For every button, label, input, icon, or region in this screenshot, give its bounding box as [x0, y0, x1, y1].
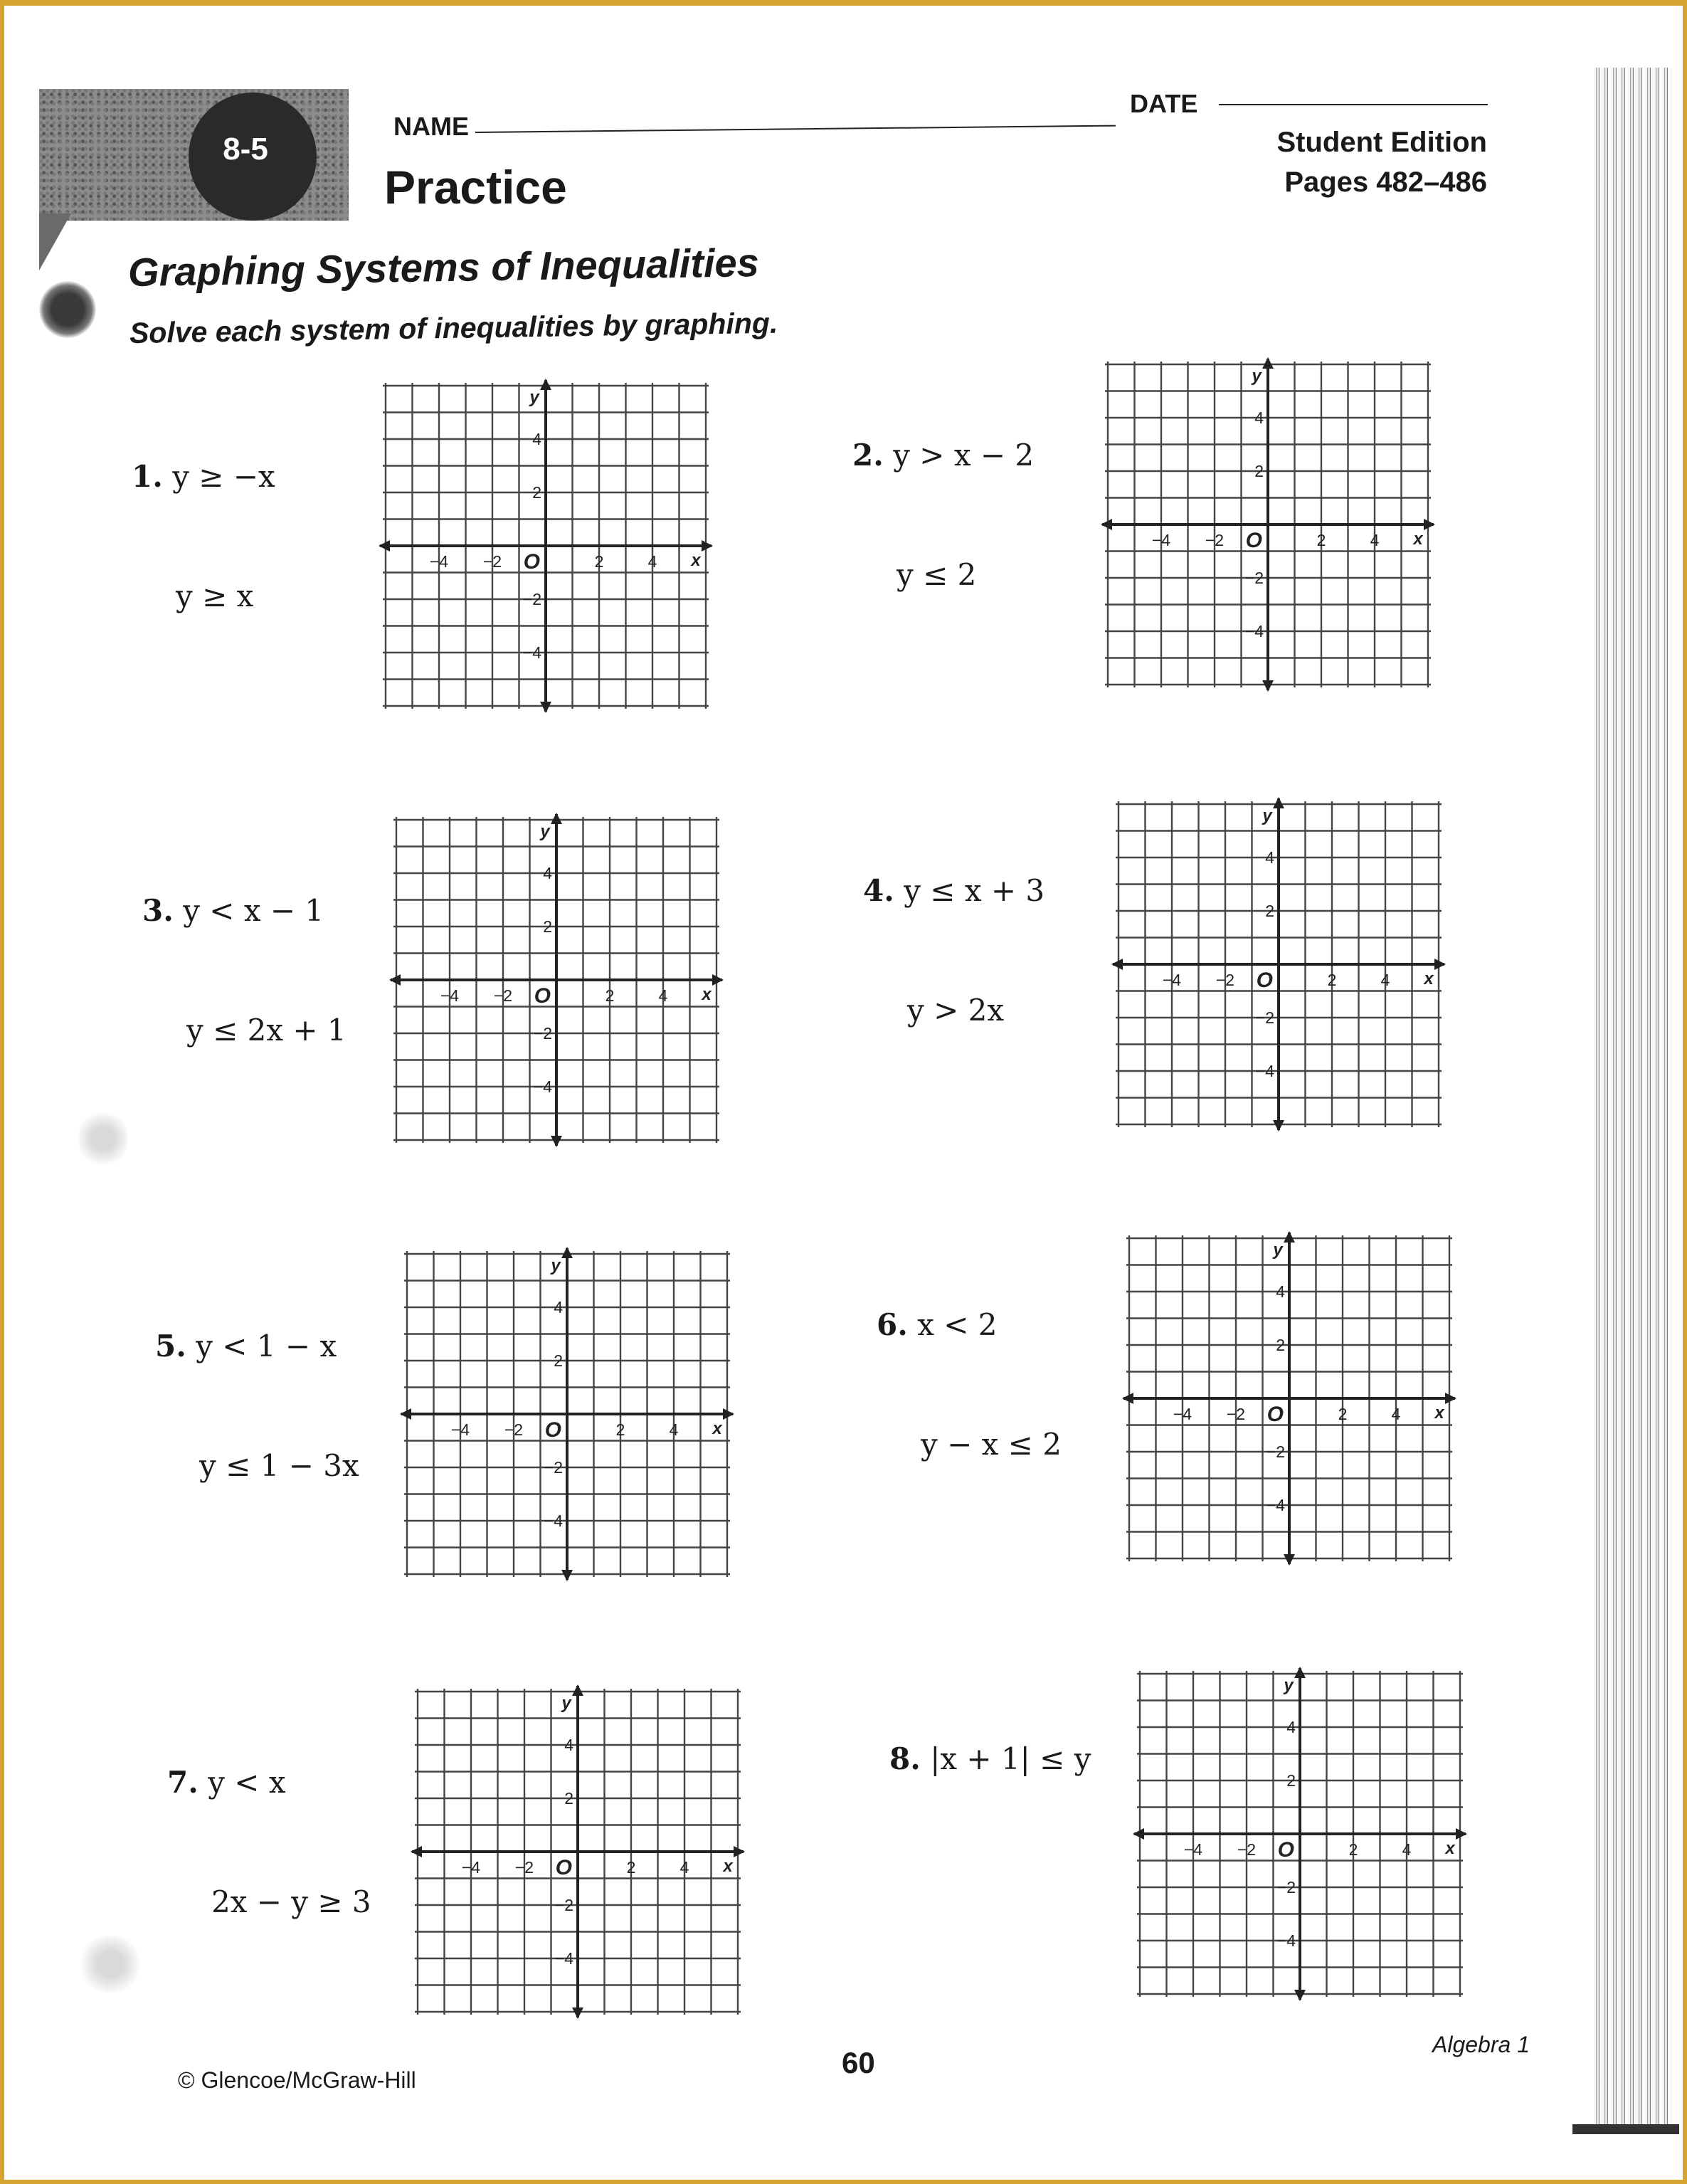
image-border-bottom	[0, 2180, 1687, 2184]
y-tick-label: 4	[543, 864, 552, 882]
y-tick-label: 4	[532, 430, 541, 448]
problem-6	[877, 1225, 1062, 1504]
x-tick-label: 4	[669, 1420, 679, 1439]
inequality-1: y ≤ x + 3	[904, 873, 1045, 908]
x-tick-label: −2	[482, 552, 502, 571]
inequality-1: y < 1 − x	[196, 1329, 337, 1363]
coordinate-grid-5[interactable]	[398, 1245, 736, 1583]
y-tick-label: 4	[554, 1298, 563, 1317]
y-tick-label: −2	[1244, 569, 1264, 587]
inequality-1: y ≥ −x	[172, 459, 275, 494]
y-axis-label: y	[1284, 1676, 1294, 1695]
section-title: Practice	[384, 161, 567, 213]
y-axis-label: y	[1262, 806, 1272, 825]
x-axis-arrow-right	[712, 974, 724, 986]
page-number: 60	[842, 2046, 875, 2079]
coordinate-grid-3[interactable]	[388, 811, 725, 1149]
x-axis-arrow-left	[1133, 1828, 1144, 1840]
scanned-page-shadow	[1572, 2124, 1679, 2134]
x-tick-label: 2	[605, 986, 615, 1005]
x-axis-arrow-left	[411, 1846, 422, 1857]
punch-hole-top	[39, 281, 96, 338]
x-tick-label: 2	[594, 552, 604, 571]
x-axis-arrow-right	[702, 540, 713, 552]
y-tick-label: 2	[1286, 1771, 1296, 1790]
inequality-2: y ≤ 2	[897, 557, 977, 592]
x-tick-label: −4	[450, 1420, 470, 1439]
y-axis-arrow-down	[1262, 680, 1274, 692]
lesson-title: Graphing Systems of Inequalities	[127, 240, 760, 295]
y-axis-label: y	[540, 822, 550, 841]
y-tick-label: 2	[564, 1789, 573, 1808]
x-axis-arrow-right	[1434, 959, 1446, 970]
x-tick-label: −2	[504, 1420, 524, 1439]
x-tick-label: −2	[1205, 531, 1225, 549]
x-tick-label: 4	[1370, 531, 1380, 549]
lesson-number-badge: 8-5	[223, 132, 268, 167]
x-tick-label: 4	[1380, 971, 1390, 989]
origin-label: O	[1266, 1403, 1284, 1426]
y-axis-arrow-up	[1284, 1231, 1295, 1243]
y-axis-arrow-up	[1294, 1667, 1306, 1678]
x-axis-label: x	[1413, 529, 1423, 549]
problem-number: 7.	[167, 1765, 199, 1800]
x-tick-label: 2	[1327, 971, 1337, 989]
y-axis-arrow-down	[572, 2008, 583, 2019]
y-tick-label: 4	[1286, 1718, 1296, 1736]
instructions: Solve each system of inequalities by graphing.	[129, 306, 778, 349]
y-axis-arrow-down	[1294, 1990, 1306, 2001]
inequality-2: y > 2x	[907, 993, 1005, 1028]
x-tick-label: 4	[679, 1858, 689, 1877]
problem-8	[889, 1660, 1091, 1819]
x-tick-label: 4	[658, 986, 668, 1005]
grid-svg	[409, 1683, 746, 2020]
x-tick-label: 2	[1316, 531, 1326, 549]
y-tick-label: −4	[533, 1077, 552, 1096]
y-axis-label: y	[1252, 366, 1262, 386]
y-axis-label: y	[561, 1694, 571, 1713]
inequality-1: x < 2	[917, 1307, 998, 1342]
x-tick-label: 4	[647, 552, 657, 571]
grid-svg	[1131, 1665, 1469, 2003]
x-axis-arrow-right	[1424, 519, 1435, 530]
x-axis-arrow-right	[734, 1846, 745, 1857]
problem-number: 3.	[142, 893, 174, 928]
image-border-right	[1683, 0, 1687, 2184]
x-tick-label: −4	[1173, 1405, 1192, 1423]
y-tick-label: −4	[554, 1949, 573, 1968]
x-axis-arrow-right	[723, 1408, 734, 1420]
y-axis-arrow-down	[561, 1570, 573, 1581]
y-tick-label: 2	[543, 917, 552, 936]
y-tick-label: 4	[564, 1736, 573, 1754]
y-tick-label: −2	[554, 1896, 573, 1914]
y-tick-label: 2	[1254, 462, 1264, 480]
x-axis-arrow-left	[389, 974, 401, 986]
problem-number: 5.	[155, 1329, 186, 1363]
y-tick-label: −2	[544, 1458, 563, 1477]
x-tick-label: 4	[1391, 1405, 1401, 1423]
date-field[interactable]	[1219, 104, 1488, 105]
y-axis-arrow-up	[540, 379, 551, 390]
copyright-notice: © Glencoe/McGraw-Hill	[178, 2067, 416, 2093]
y-tick-label: 2	[1276, 1336, 1285, 1354]
x-axis-label: x	[1424, 969, 1434, 988]
y-tick-label: 4	[1276, 1282, 1285, 1301]
book-title: Algebra 1	[1432, 2032, 1530, 2057]
problem-number: 1.	[132, 459, 163, 494]
inequality-2: y − x ≤ 2	[921, 1427, 1062, 1462]
y-tick-label: 2	[1265, 902, 1274, 920]
x-axis-arrow-left	[1101, 519, 1112, 530]
x-axis-arrow-right	[1445, 1393, 1456, 1404]
y-tick-label: −4	[1244, 622, 1264, 640]
x-axis-label: x	[691, 551, 701, 570]
origin-label: O	[544, 1418, 561, 1442]
y-tick-label: −4	[522, 643, 541, 662]
banner-tail	[39, 213, 71, 270]
x-axis-label: x	[712, 1419, 722, 1438]
y-axis-arrow-up	[561, 1247, 573, 1258]
edition-reference	[1252, 122, 1487, 202]
problem-number: 4.	[863, 873, 894, 908]
x-tick-label: −2	[514, 1858, 534, 1877]
image-border-left	[0, 0, 4, 2184]
x-tick-label: −4	[440, 986, 460, 1005]
y-tick-label: −2	[1266, 1442, 1285, 1461]
y-axis-arrow-down	[1273, 1120, 1284, 1131]
inequality-1: |x + 1| ≤ y	[930, 1741, 1091, 1776]
inequality-2: y ≤ 1 − 3x	[199, 1448, 359, 1483]
y-axis-arrow-up	[551, 813, 562, 824]
x-tick-label: −2	[1215, 971, 1235, 989]
punch-hole-bottom	[78, 1936, 142, 1993]
scanned-page-edge	[1594, 68, 1672, 2128]
edition-label: Student Edition	[1276, 127, 1487, 158]
x-tick-label: −4	[429, 552, 449, 571]
coordinate-grid-4[interactable]	[1110, 796, 1447, 1133]
name-field[interactable]	[475, 125, 1116, 133]
x-axis-label: x	[1445, 1839, 1455, 1858]
problem-number: 6.	[877, 1307, 908, 1342]
y-tick-label: −4	[1255, 1062, 1274, 1080]
x-tick-label: 2	[1338, 1405, 1348, 1423]
y-tick-label: −4	[1276, 1931, 1296, 1950]
coordinate-grid-7[interactable]	[409, 1683, 746, 2020]
origin-label: O	[555, 1856, 572, 1879]
y-tick-label: 4	[1265, 848, 1274, 867]
x-axis-arrow-left	[1111, 959, 1123, 970]
x-axis-arrow-left	[400, 1408, 411, 1420]
x-tick-label: −2	[1226, 1405, 1246, 1423]
image-border-top	[0, 0, 1687, 6]
coordinate-grid-8[interactable]	[1131, 1665, 1469, 2003]
y-axis-arrow-up	[572, 1684, 583, 1696]
coordinate-grid-2[interactable]	[1099, 356, 1437, 693]
grid-svg	[388, 811, 725, 1149]
problem-number: 8.	[889, 1741, 921, 1776]
x-tick-label: −4	[1151, 531, 1171, 549]
grid-svg	[377, 377, 714, 714]
y-tick-label: −2	[1276, 1878, 1296, 1897]
grid-svg	[398, 1245, 736, 1583]
problem-number: 2.	[852, 438, 884, 473]
inequality-1: y < x	[208, 1765, 286, 1800]
x-axis-label: x	[1434, 1403, 1444, 1423]
origin-label: O	[1256, 969, 1273, 992]
x-tick-label: 2	[1348, 1840, 1358, 1859]
x-tick-label: 2	[615, 1420, 625, 1439]
y-axis-label: y	[529, 388, 539, 407]
inequality-2: y ≥ x	[176, 579, 254, 613]
y-tick-label: 2	[554, 1351, 563, 1370]
x-axis-label: x	[723, 1857, 733, 1876]
x-tick-label: 2	[626, 1858, 636, 1877]
problem-2	[852, 356, 1034, 635]
inequality-1: y > x − 2	[893, 438, 1035, 473]
y-tick-label: −2	[522, 590, 541, 608]
x-axis-arrow-left	[1122, 1393, 1133, 1404]
y-axis-arrow-down	[551, 1136, 562, 1147]
origin-label: O	[523, 550, 540, 574]
x-axis-arrow-right	[1456, 1828, 1467, 1840]
y-axis-arrow-down	[1284, 1554, 1295, 1566]
x-tick-label: 4	[1402, 1840, 1412, 1859]
x-tick-label: −2	[493, 986, 513, 1005]
coordinate-grid-6[interactable]	[1121, 1230, 1458, 1567]
edition-pages: Pages 482–486	[1284, 167, 1487, 198]
name-label: NAME	[393, 112, 469, 141]
problem-3	[142, 811, 347, 1090]
grid-svg	[1121, 1230, 1458, 1567]
x-axis-label: x	[702, 985, 712, 1004]
problem-7	[167, 1683, 371, 1962]
x-tick-label: −4	[461, 1858, 481, 1877]
inequality-1: y < x − 1	[183, 893, 324, 928]
problem-4	[863, 791, 1045, 1070]
y-axis-arrow-up	[1273, 797, 1284, 808]
problem-1	[132, 377, 275, 656]
origin-label: O	[1277, 1838, 1294, 1862]
y-axis-arrow-up	[1262, 357, 1274, 369]
date-label: DATE	[1130, 89, 1198, 118]
grid-svg	[1110, 796, 1447, 1133]
coordinate-grid-1[interactable]	[377, 377, 714, 714]
inequality-2: 2x − y ≥ 3	[211, 1884, 371, 1919]
origin-label: O	[534, 984, 551, 1008]
x-tick-label: −4	[1162, 971, 1182, 989]
x-tick-label: −2	[1237, 1840, 1257, 1859]
problem-5	[155, 1247, 359, 1526]
y-tick-label: 4	[1254, 408, 1264, 427]
y-tick-label: −4	[544, 1512, 563, 1530]
y-axis-label: y	[551, 1256, 561, 1275]
y-tick-label: −2	[1255, 1008, 1274, 1027]
punch-hole-middle	[78, 1110, 128, 1167]
y-tick-label: 2	[532, 483, 541, 502]
x-axis-arrow-left	[379, 540, 390, 552]
origin-label: O	[1245, 529, 1262, 552]
y-tick-label: −2	[533, 1024, 552, 1043]
x-tick-label: −4	[1183, 1840, 1203, 1859]
grid-svg	[1099, 356, 1437, 693]
y-axis-label: y	[1273, 1240, 1283, 1260]
y-tick-label: −4	[1266, 1496, 1285, 1514]
y-axis-arrow-down	[540, 702, 551, 713]
inequality-2: y ≤ 2x + 1	[186, 1013, 347, 1048]
